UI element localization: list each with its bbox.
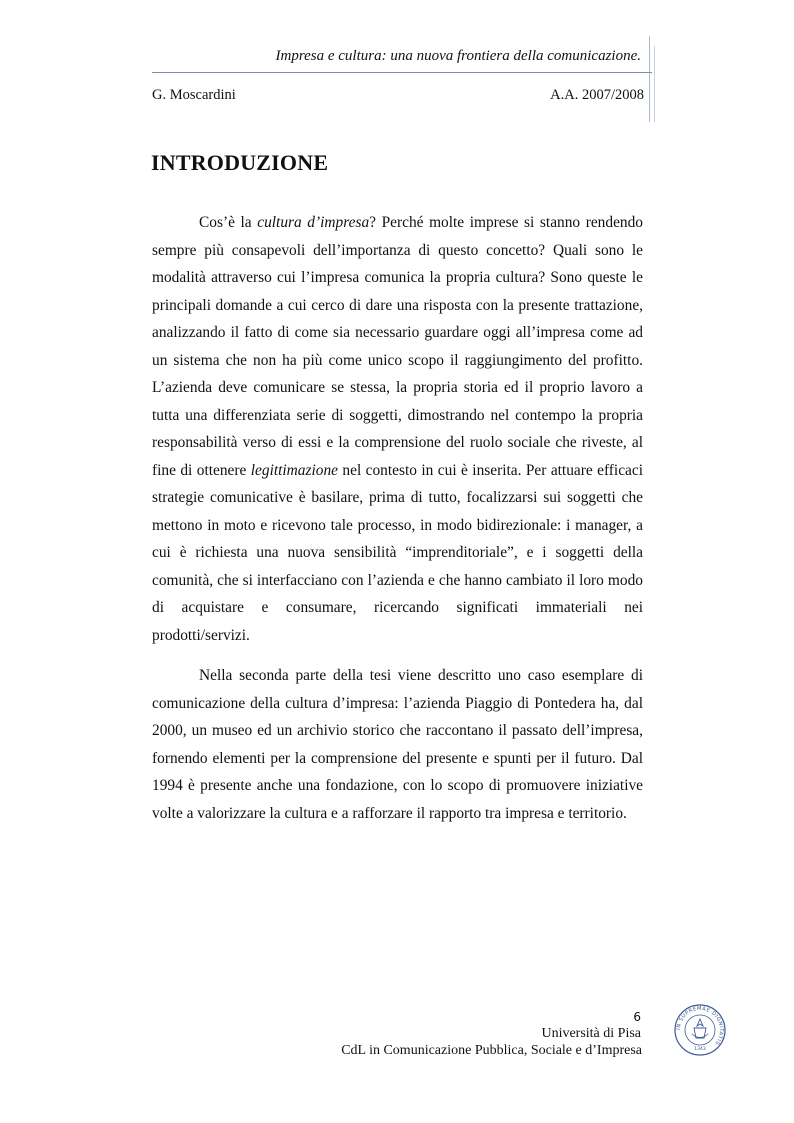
p1-text-b: ? Perché molte imprese si stanno rendendo sempre più consapevoli dell’importanza di questo concetto? Quali sono le modalità attraverso cui l’impresa comunica la propria cultura? Sono queste le principali domande a cui cerco di dare una risposta con la presente trattazione, analizzando il fatto di come sia necessario guardare oggi all’impresa come ad un sistema che non ha più come unico scopo il raggiungimento del profitto. L’azienda deve comunicare se stessa, la propria storia ed il proprio lavoro a tutta una differenziata serie di soggetti, dimostrando nel contempo la propria responsabilità verso di essi e la comprensione del ruolo sociale che riveste, al fine di ottenere <box>152 214 643 479</box>
header-rule <box>152 72 652 73</box>
header-vertical-rule-inner <box>654 46 655 122</box>
p1-emphasis-legittimazione: legittimazione <box>250 461 338 479</box>
p1-text-a: Cos’è la <box>199 214 258 231</box>
p1-emphasis-cultura: cultura d’impresa <box>257 214 370 231</box>
seal-text: IN SUPREMAE DIGNITATIS <box>675 1005 725 1046</box>
footer-course: CdL in Comunicazione Pubblica, Sociale e d’Impresa <box>341 1043 642 1058</box>
footer-university: Università di Pisa <box>541 1026 641 1041</box>
body-text <box>152 209 643 827</box>
page-number: 6 <box>633 1010 641 1024</box>
university-seal-icon <box>674 1004 726 1056</box>
section-title: INTRODUZIONE <box>151 150 329 175</box>
running-header-title: Impresa e cultura: una nuova frontiera della comunicazione. <box>275 48 641 64</box>
paragraph-2: Nella seconda parte della tesi viene descritto uno caso esemplare di comunicazione della cultura d’impresa: l’azienda Piaggio di Pontedera ha, dal 2000, un museo ed un archivio storico che raccontano il passato dell’impresa, fornendo elementi per la comprensione del presente e spunti per il futuro. Dal 1994 è presente anche una fondazione, con lo scopo di promuovere iniziative volte a valorizzare la cultura e a rafforzare il rapporto tra impresa e territorio. <box>152 667 643 822</box>
running-header-author: G. Moscardini <box>152 87 236 103</box>
seal-year: 1343 <box>694 1047 706 1052</box>
p1-text-c: nel contesto in cui è inserita. Per attuare efficaci strategie comunicative è basilare, prima di tutto, focalizzarsi sui soggetti che mettono in moto e ricevono tale processo, in modo bidirezionale: i manager, a cui è richiesta una nuova sensibilità “imprenditoriale”, e i soggetti della comunità, che si interfacciano con l’azienda e che hanno cambiato il loro modo di acquistare e consumare, ricercando significati immateriali nei prodotti/servizi. <box>152 461 643 644</box>
header-vertical-rule <box>649 36 650 122</box>
paragraph-1 <box>152 209 643 649</box>
running-header-year: A.A. 2007/2008 <box>550 87 644 103</box>
